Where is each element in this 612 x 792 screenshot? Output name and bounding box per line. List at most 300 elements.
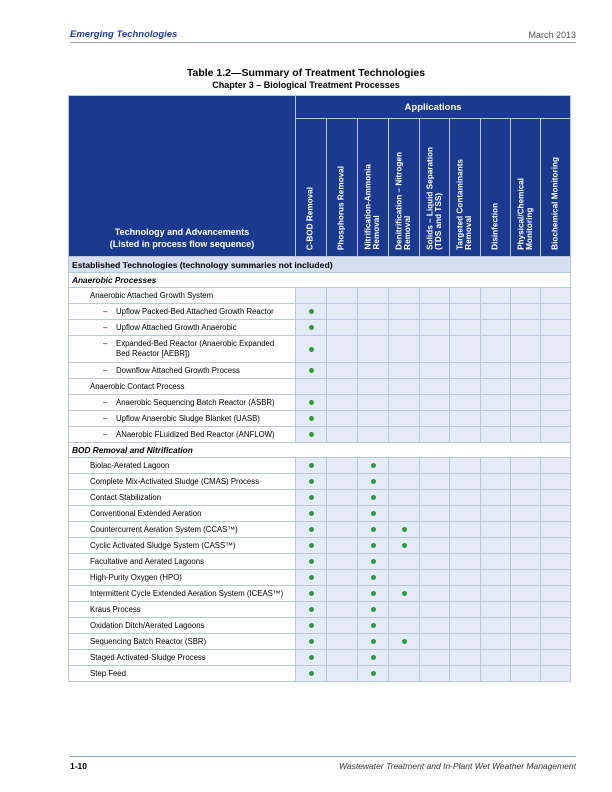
table-row: [69, 363, 571, 379]
application-cell: [450, 379, 481, 395]
application-cell: [389, 474, 420, 490]
table-row: [69, 288, 571, 304]
application-cell: [481, 650, 511, 666]
application-cell: [420, 411, 450, 427]
application-cell: [450, 288, 481, 304]
application-cell: [296, 506, 327, 522]
application-cell: [481, 336, 511, 363]
application-cell: [541, 490, 571, 506]
application-cell: [511, 336, 541, 363]
application-cell: [420, 570, 450, 586]
application-cell: [541, 506, 571, 522]
application-cell: [511, 379, 541, 395]
application-cell: [450, 522, 481, 538]
application-cell: [327, 554, 358, 570]
application-cell: [541, 522, 571, 538]
application-cell: [296, 379, 327, 395]
application-cell: [541, 288, 571, 304]
technology-name-cell: [69, 288, 296, 304]
application-cell: [420, 586, 450, 602]
application-cell: [481, 490, 511, 506]
technology-name: Cyclic Activated Sludge System (CASS™): [90, 540, 236, 550]
application-cell: [327, 363, 358, 379]
technology-name: Biolac-Aerated Lagoon: [90, 460, 170, 470]
technology-name: Step Feed: [90, 668, 126, 678]
green-dot-icon: [309, 416, 314, 421]
application-cell: [511, 474, 541, 490]
technology-name-cell: [69, 666, 296, 682]
technology-name-cell: [69, 570, 296, 586]
application-cell: [511, 586, 541, 602]
green-dot-icon: [309, 575, 314, 580]
technology-header-line1: Technology and Advancements: [114, 226, 250, 237]
application-cell: [541, 474, 571, 490]
technology-name-cell: [69, 458, 296, 474]
application-cell: [420, 666, 450, 682]
application-cell: [358, 411, 389, 427]
application-column-header: [389, 119, 420, 257]
application-cell: [296, 474, 327, 490]
application-cell: [389, 554, 420, 570]
application-cell: [358, 538, 389, 554]
application-cell: [389, 570, 420, 586]
technology-name: Countercurrent Aeration System (CCAS™): [90, 524, 238, 534]
application-cell: [327, 474, 358, 490]
application-column-label: C-BOD Removal: [305, 186, 315, 250]
application-column-label: Physical/Chemical Monitoring: [515, 178, 534, 250]
category-row: [69, 443, 571, 458]
application-cell: [296, 554, 327, 570]
technology-name-cell: [69, 336, 296, 363]
technology-name: Expanded-Bed Reactor (Anaerobic Expanded Bed Reactor [AEBR]): [116, 339, 275, 358]
green-dot-icon: [371, 671, 376, 676]
application-cell: [541, 618, 571, 634]
application-cell: [541, 427, 571, 443]
application-cell: [327, 666, 358, 682]
application-cell: [420, 474, 450, 490]
table-row: [69, 458, 571, 474]
application-column-label: Phosphorus Removal: [336, 165, 346, 250]
technology-name-cell: [69, 395, 296, 411]
application-cell: [541, 320, 571, 336]
table-row: [69, 554, 571, 570]
application-cell: [327, 634, 358, 650]
application-cell: [358, 320, 389, 336]
sub-item-dash: –: [103, 306, 108, 316]
application-cell: [327, 618, 358, 634]
application-cell: [541, 363, 571, 379]
application-cell: [296, 458, 327, 474]
technology-name: Anaerobic Attached Growth System: [90, 290, 214, 300]
application-cell: [327, 602, 358, 618]
application-cell: [327, 570, 358, 586]
technology-name-cell: [69, 554, 296, 570]
application-cell: [389, 650, 420, 666]
application-cell: [296, 320, 327, 336]
application-cell: [511, 522, 541, 538]
section-label: Established Technologies (technology summaries not included): [69, 257, 571, 273]
technology-name: Oxidation Ditch/Aerated Lagoons: [90, 620, 205, 630]
application-cell: [358, 288, 389, 304]
application-cell: [420, 538, 450, 554]
header-divider: [70, 42, 576, 43]
application-cell: [358, 304, 389, 320]
application-cell: [481, 586, 511, 602]
application-cell: [511, 554, 541, 570]
application-cell: [511, 395, 541, 411]
application-cell: [327, 506, 358, 522]
application-cell: [358, 602, 389, 618]
application-cell: [389, 666, 420, 682]
application-column-header: [450, 119, 481, 257]
technology-name: Complete Mix-Activated Sludge (CMAS) Process: [90, 476, 259, 486]
green-dot-icon: [309, 432, 314, 437]
application-cell: [450, 490, 481, 506]
application-cell: [511, 304, 541, 320]
application-cell: [420, 554, 450, 570]
application-cell: [450, 304, 481, 320]
page-number: 1-10: [70, 761, 88, 771]
green-dot-icon: [371, 495, 376, 500]
technology-name: Anaerobic Contact Process: [90, 381, 185, 391]
application-cell: [450, 634, 481, 650]
application-cell: [450, 650, 481, 666]
application-cell: [541, 634, 571, 650]
application-cell: [296, 522, 327, 538]
application-cell: [420, 304, 450, 320]
application-cell: [358, 474, 389, 490]
technology-name: Staged Activated-Sludge Process: [90, 652, 206, 662]
green-dot-icon: [309, 559, 314, 564]
application-cell: [389, 379, 420, 395]
application-cell: [389, 411, 420, 427]
application-column-header: [358, 119, 389, 257]
technology-name-cell: [69, 538, 296, 554]
application-cell: [511, 458, 541, 474]
section-row: [69, 257, 571, 273]
technology-name: Kraus Process: [90, 604, 141, 614]
green-dot-icon: [402, 543, 407, 548]
application-column-header: [481, 119, 511, 257]
application-cell: [358, 554, 389, 570]
application-cell: [481, 427, 511, 443]
application-cell: [541, 538, 571, 554]
application-cell: [450, 506, 481, 522]
running-header-date: March 2013: [528, 30, 576, 40]
application-cell: [511, 666, 541, 682]
treatment-technologies-table: [68, 95, 571, 682]
technology-name-cell: [69, 320, 296, 336]
green-dot-icon: [309, 479, 314, 484]
technology-name-cell: [69, 304, 296, 320]
application-cell: [358, 427, 389, 443]
application-cell: [481, 522, 511, 538]
application-cell: [358, 506, 389, 522]
application-column-label: Biochemical Monitoring: [550, 157, 560, 250]
green-dot-icon: [371, 607, 376, 612]
application-cell: [420, 379, 450, 395]
green-dot-icon: [309, 543, 314, 548]
application-column-label: Targeted Contaminants Removal: [455, 159, 473, 250]
application-cell: [420, 395, 450, 411]
application-cell: [327, 538, 358, 554]
application-cell: [389, 363, 420, 379]
application-cell: [327, 395, 358, 411]
application-cell: [327, 586, 358, 602]
green-dot-icon: [371, 575, 376, 580]
application-cell: [389, 538, 420, 554]
table-row: [69, 395, 571, 411]
application-column-label: Disinfection: [490, 203, 500, 250]
green-dot-icon: [371, 479, 376, 484]
table-row: [69, 320, 571, 336]
application-cell: [481, 304, 511, 320]
application-cell: [450, 666, 481, 682]
application-cell: [296, 634, 327, 650]
application-cell: [296, 618, 327, 634]
green-dot-icon: [309, 400, 314, 405]
application-cell: [511, 650, 541, 666]
table-body: [69, 257, 571, 682]
green-dot-icon: [371, 623, 376, 628]
table-subtitle: Chapter 3 – Biological Treatment Processes: [212, 80, 400, 90]
sub-item-dash: –: [103, 413, 108, 423]
green-dot-icon: [309, 639, 314, 644]
application-cell: [389, 458, 420, 474]
application-cell: [481, 666, 511, 682]
application-cell: [358, 379, 389, 395]
technology-name-cell: [69, 411, 296, 427]
green-dot-icon: [371, 559, 376, 564]
green-dot-icon: [371, 591, 376, 596]
technology-name-cell: [69, 618, 296, 634]
green-dot-icon: [371, 639, 376, 644]
green-dot-icon: [371, 655, 376, 660]
technology-name: Downflow Attached Growth Process: [116, 365, 240, 375]
application-cell: [511, 618, 541, 634]
application-cell: [511, 490, 541, 506]
application-cell: [450, 336, 481, 363]
application-cell: [481, 506, 511, 522]
table-row: [69, 411, 571, 427]
application-cell: [420, 288, 450, 304]
application-cell: [511, 320, 541, 336]
application-cell: [420, 336, 450, 363]
application-cell: [389, 506, 420, 522]
technology-name-cell: [69, 427, 296, 443]
technology-name: Upflow Anaerobic Sludge Blanket (UASB): [116, 413, 260, 423]
technology-name: Upflow Packed-Bed Attached Growth Reactor: [116, 306, 274, 316]
technology-column-header: [69, 96, 296, 257]
table-row: [69, 304, 571, 320]
green-dot-icon: [309, 495, 314, 500]
application-cell: [296, 666, 327, 682]
green-dot-icon: [309, 655, 314, 660]
application-cell: [327, 427, 358, 443]
running-header-title: Emerging Technologies: [70, 29, 178, 40]
application-cell: [450, 427, 481, 443]
application-cell: [358, 618, 389, 634]
application-cell: [327, 522, 358, 538]
application-cell: [420, 490, 450, 506]
green-dot-icon: [402, 639, 407, 644]
technology-name-cell: [69, 379, 296, 395]
application-cell: [420, 320, 450, 336]
technology-name-cell: [69, 634, 296, 650]
category-label: Anaerobic Processes: [69, 273, 571, 288]
application-cell: [420, 522, 450, 538]
green-dot-icon: [371, 511, 376, 516]
table-row: [69, 522, 571, 538]
application-cell: [327, 650, 358, 666]
technology-name-cell: [69, 506, 296, 522]
application-cell: [296, 304, 327, 320]
technology-name: Contact Stabilization: [90, 492, 162, 502]
application-cell: [420, 458, 450, 474]
application-cell: [511, 288, 541, 304]
application-cell: [541, 586, 571, 602]
sub-item-dash: –: [103, 429, 108, 439]
application-column-label: Solids – Liquid Separation (TDS and TSS): [424, 147, 443, 250]
application-cell: [358, 490, 389, 506]
application-cell: [541, 666, 571, 682]
table-row: [69, 586, 571, 602]
category-row: [69, 273, 571, 288]
application-cell: [296, 363, 327, 379]
application-cell: [481, 411, 511, 427]
application-cell: [541, 554, 571, 570]
application-cell: [420, 618, 450, 634]
application-cell: [450, 618, 481, 634]
application-cell: [511, 634, 541, 650]
technology-name-cell: [69, 522, 296, 538]
application-cell: [327, 320, 358, 336]
application-cell: [450, 586, 481, 602]
table-row: [69, 336, 571, 363]
application-cell: [541, 304, 571, 320]
table-title: Table 1.2—Summary of Treatment Technologies: [186, 67, 426, 79]
green-dot-icon: [309, 623, 314, 628]
application-cell: [450, 570, 481, 586]
application-cell: [450, 474, 481, 490]
application-cell: [358, 570, 389, 586]
application-cell: [420, 363, 450, 379]
application-cell: [327, 304, 358, 320]
application-cell: [296, 586, 327, 602]
application-cell: [296, 538, 327, 554]
application-cell: [296, 395, 327, 411]
technology-name: Anaerobic Sequencing Batch Reactor (ASBR): [116, 397, 275, 407]
application-column-header: [327, 119, 358, 257]
table-row: [69, 570, 571, 586]
application-cell: [450, 554, 481, 570]
application-cell: [450, 363, 481, 379]
application-cell: [296, 650, 327, 666]
sub-item-dash: –: [103, 339, 108, 349]
application-cell: [420, 634, 450, 650]
application-cell: [541, 379, 571, 395]
green-dot-icon: [309, 527, 314, 532]
table-row: [69, 490, 571, 506]
application-cell: [389, 395, 420, 411]
application-cell: [541, 395, 571, 411]
technology-name-cell: [69, 650, 296, 666]
application-cell: [327, 411, 358, 427]
application-cell: [327, 490, 358, 506]
application-cell: [481, 379, 511, 395]
application-cell: [358, 634, 389, 650]
application-cell: [481, 288, 511, 304]
technology-name: Intermittent Cycle Extended Aeration System (ICEAS™): [90, 588, 284, 598]
table-row: [69, 602, 571, 618]
application-cell: [327, 379, 358, 395]
application-cell: [389, 288, 420, 304]
application-column-header: [296, 119, 327, 257]
table-row: [69, 634, 571, 650]
application-cell: [481, 474, 511, 490]
application-cell: [511, 363, 541, 379]
application-cell: [420, 602, 450, 618]
technology-name-cell: [69, 586, 296, 602]
application-cell: [327, 288, 358, 304]
application-cell: [511, 506, 541, 522]
green-dot-icon: [402, 527, 407, 532]
application-cell: [541, 650, 571, 666]
application-cell: [296, 490, 327, 506]
sub-item-dash: –: [103, 322, 108, 332]
application-cell: [389, 336, 420, 363]
green-dot-icon: [309, 607, 314, 612]
application-cell: [511, 538, 541, 554]
application-cell: [481, 618, 511, 634]
green-dot-icon: [309, 463, 314, 468]
application-cell: [541, 458, 571, 474]
application-cell: [358, 666, 389, 682]
application-cell: [296, 570, 327, 586]
table-row: [69, 650, 571, 666]
application-cell: [389, 304, 420, 320]
application-cell: [511, 570, 541, 586]
application-cell: [541, 602, 571, 618]
application-cell: [389, 586, 420, 602]
application-cell: [481, 363, 511, 379]
green-dot-icon: [309, 325, 314, 330]
application-cell: [358, 458, 389, 474]
green-dot-icon: [371, 463, 376, 468]
application-cell: [511, 411, 541, 427]
application-cell: [481, 320, 511, 336]
application-cell: [358, 586, 389, 602]
application-cell: [481, 554, 511, 570]
technology-name: ANaerobic FLuidized Bed Reactor (ANFLOW): [116, 429, 275, 439]
green-dot-icon: [371, 543, 376, 548]
technology-name: High-Purity Oxygen (HPO): [90, 572, 182, 582]
application-cell: [420, 650, 450, 666]
application-cell: [511, 427, 541, 443]
green-dot-icon: [309, 671, 314, 676]
application-column-label: Nitrification-Ammonia Removal: [363, 164, 381, 250]
sub-item-dash: –: [103, 365, 108, 375]
application-cell: [450, 602, 481, 618]
green-dot-icon: [371, 527, 376, 532]
technology-name: Conventional Extended Aeration: [90, 508, 202, 518]
application-column-header: [420, 119, 450, 257]
sub-item-dash: –: [103, 397, 108, 407]
application-cell: [420, 506, 450, 522]
table-row: [69, 506, 571, 522]
technology-name-cell: [69, 363, 296, 379]
application-cell: [450, 458, 481, 474]
